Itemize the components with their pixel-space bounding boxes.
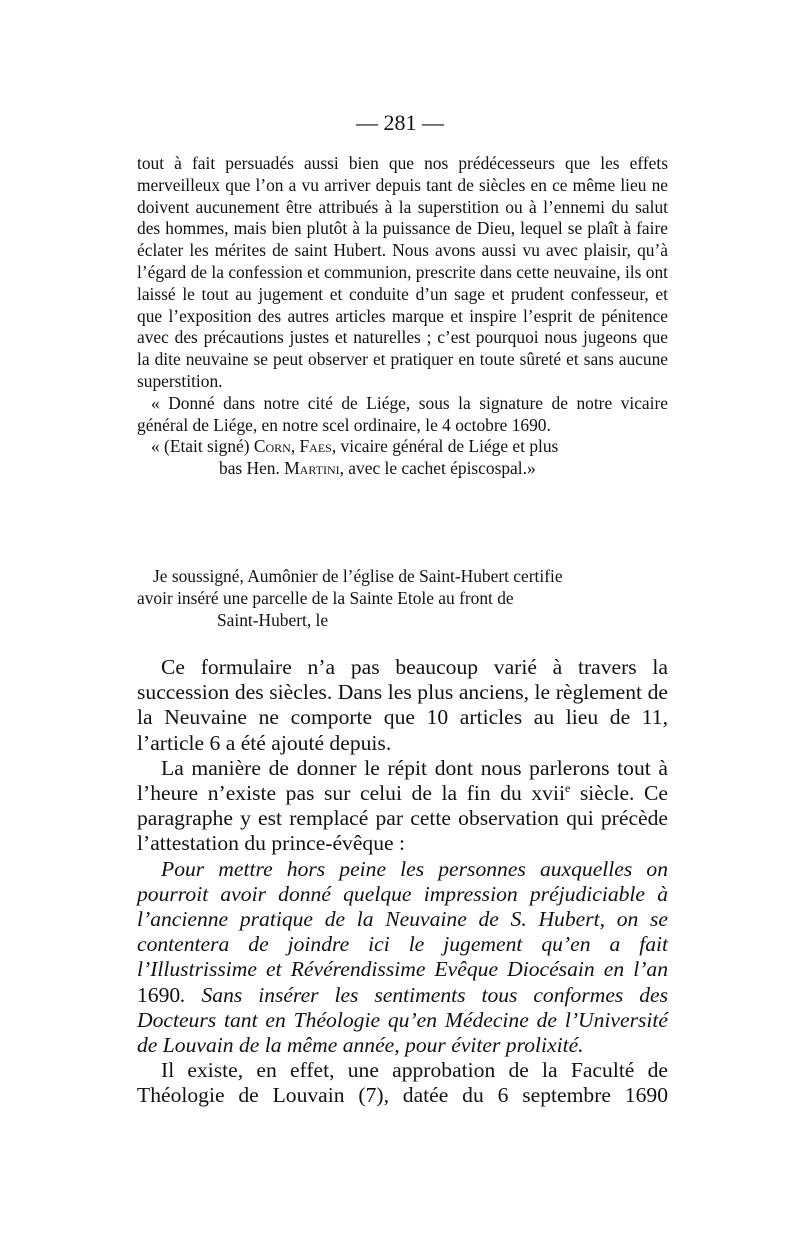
certificate-line-3: Saint-Hubert, le — [217, 609, 329, 630]
certificate-block — [137, 566, 668, 631]
signer-faes: Faes — [299, 436, 332, 457]
commentary-paragraph-3: Il existe, en effet, une approbation de la Faculté de Théologie de Louvain (7), datée du 6 septembre 1690 — [137, 1058, 668, 1108]
commentary-paragraph-1: Ce formulaire n’a pas beaucoup varié à travers la succession des siècles. Dans les plus anciens, le règlement de la Neuvaine ne comporte que 10 articles au lieu de 11, l’article 6 a été ajouté depuis. — [137, 655, 668, 755]
signature-line-2 — [137, 458, 668, 480]
signature-line-2-start: bas Hen. — [219, 458, 285, 479]
paragraph-2-start: La manière de donner le répit dont nous parlerons tout à l’heure n’existe pas sur celui de la fin du xvii — [137, 755, 668, 806]
signature-separator: , — [290, 436, 300, 457]
quoted-approval-text — [137, 153, 668, 480]
signature-prefix: « (Etait signé) — [151, 436, 254, 457]
commentary-text — [137, 655, 668, 1109]
quotation-year: 1690 — [137, 982, 181, 1007]
quotation-start: Pour mettre hors peine les personnes auxquelles on pourroit avoir donné quelque impression préjudiciable à l’ancienne pratique de la Neuvaine de S. Hubert, on se contentera de joindre ici le jugement qu’en a fait l’Illustrissime et Révérendissime Evêque Diocésain en l’an — [137, 856, 668, 982]
paragraph-2-end: siècle. Ce paragraphe y est remplacé par cette observation qui précède l’attestation du prince-évêque : — [137, 781, 668, 856]
approval-paragraph: tout à fait persuadés aussi bien que nos prédécesseurs que les effets merveilleux que l’on a vu arriver depuis tant de siècles en ce même lieu ne doivent aucunement être attribués à la superstition ou à l’ennemi du salut des hommes, mais bien plutôt à la puissance de Dieu, lequel se plaît à faire éclater les mérites de saint Hubert. Nous avons aussi vu avec plaisir, qu’à l’égard de la confession et communion, prescrite dans cette neuvaine, ils ont laissé le tout au jugement et conduite d’un sage et prudent confesseur, et que l’exposition des autres articles marque et inspire l’esprit de pénitence avec des précautions justes et naturelles ; c’est pourquoi nous jugeons que la dite neuvaine se peut observer et pratiquer en toute sûreté et sans aucune superstition. — [137, 153, 668, 391]
signature-line-2-end: , avec le cachet épiscospal.» — [339, 458, 536, 479]
certificate-line-1: Je soussigné, Aumônier de l’église de Saint-Hubert certifie — [153, 566, 563, 586]
italic-quotation — [137, 857, 668, 1059]
signature-middle: , vicaire général de Liége et plus — [331, 436, 559, 457]
quotation-end: . Sans insérer les sentiments tous conformes des Docteurs tant en Théologie qu’en Médecine de l’Université de Louvain de la même année, pour éviter prolixité. — [137, 982, 668, 1058]
signer-corn: Corn — [253, 436, 291, 457]
century-superscript: e — [564, 780, 571, 795]
certificate-line-2: avoir inséré une parcelle de la Sainte Etole au front de — [137, 587, 514, 608]
commentary-paragraph-2 — [137, 756, 668, 857]
page-number: — 281 — — [356, 110, 444, 135]
dated-paragraph: « Donné dans notre cité de Liége, sous la signature de notre vicaire général de Liége, en notre scel ordinaire, le 4 octobre 1690. — [137, 392, 668, 435]
signature-line — [137, 436, 668, 458]
signer-martini: Martini — [284, 458, 340, 479]
